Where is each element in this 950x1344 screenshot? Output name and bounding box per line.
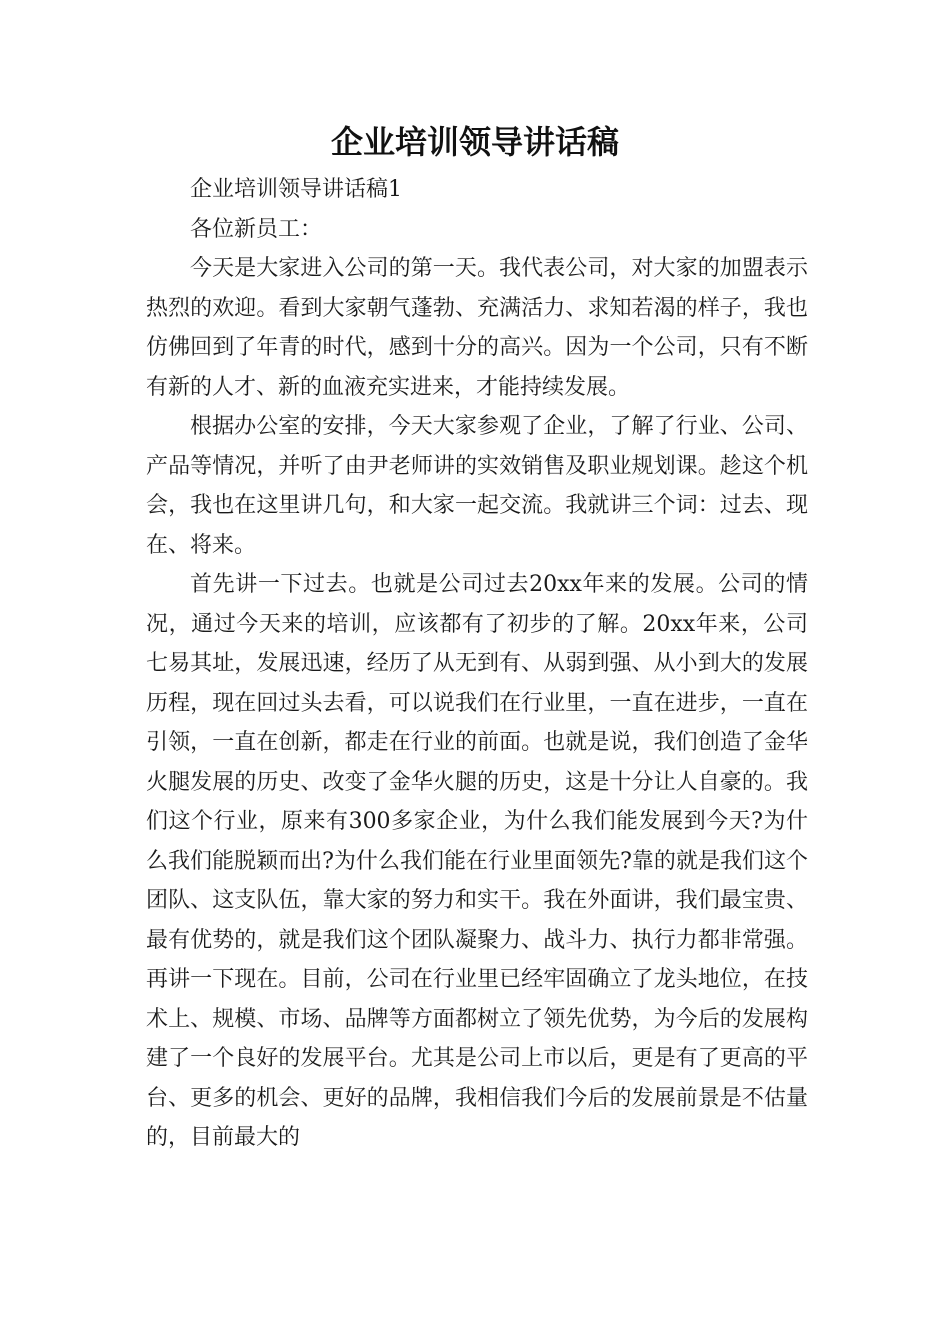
paragraph-salutation: 各位新员工： <box>190 216 323 242</box>
document-body <box>146 170 808 1158</box>
document-title: 企业培训领导讲话稿 <box>330 123 619 161</box>
paragraph-past-present: 首先讲一下过去。也就是公司过去20xx年来的发展。公司的情况，通过今天来的培训，应该都有了初步的了解。20xx年来，公司七易其址，发展迅速，经历了从无到有、从弱到强、从小到大的发展历程，现在回过头去看，可以说我们在行业里，一直在进步，一直在引领，一直在创新，都走在行业的前面。也就是说，我们创造了金华火腿发展的历史、改变了金华火腿的历史，这是十分让人自豪的。我们这个行业，原来有300多家企业，为什么我们能发展到今天?为什么我们能脱颖而出?为什么我们能在行业里面领先?靠的就是我们这个团队、这支队伍，靠大家的努力和实干。我在外面讲，我们最宝贵、最有优势的，就是我们这个团队凝聚力、战斗力、执行力都非常强。 再讲一下现在。目前，公司在行业里已经牢固确立了龙头地位，在技术上、规模、市场、品牌等方面都树立了领先优势，为今后的发展构建了一个良好的发展平台。尤其是公司上市以后，更是有了更高的平台、更多的机会、更好的品牌，我相信我们今后的发展前景是不估量的，目前最大的 <box>146 572 808 1150</box>
paragraph-welcome: 今天是大家进入公司的第一天。我代表公司，对大家的加盟表示热烈的欢迎。看到大家朝气蓬勃、充满活力、求知若渴的样子，我也仿佛回到了年青的时代，感到十分的高兴。因为一个公司，只有不断有新的人才、新的血液充实进来，才能持续发展。 <box>146 256 808 400</box>
paragraph-subtitle: 企业培训领导讲话稿1 <box>190 177 402 202</box>
paragraph-arrangement: 根据办公室的安排，今天大家参观了企业，了解了行业、公司、产品等情况，并听了由尹老师讲的实效销售及职业规划课。趁这个机会，我也在这里讲几句，和大家一起交流。我就讲三个词：过去、现在、将来。 <box>146 414 808 558</box>
